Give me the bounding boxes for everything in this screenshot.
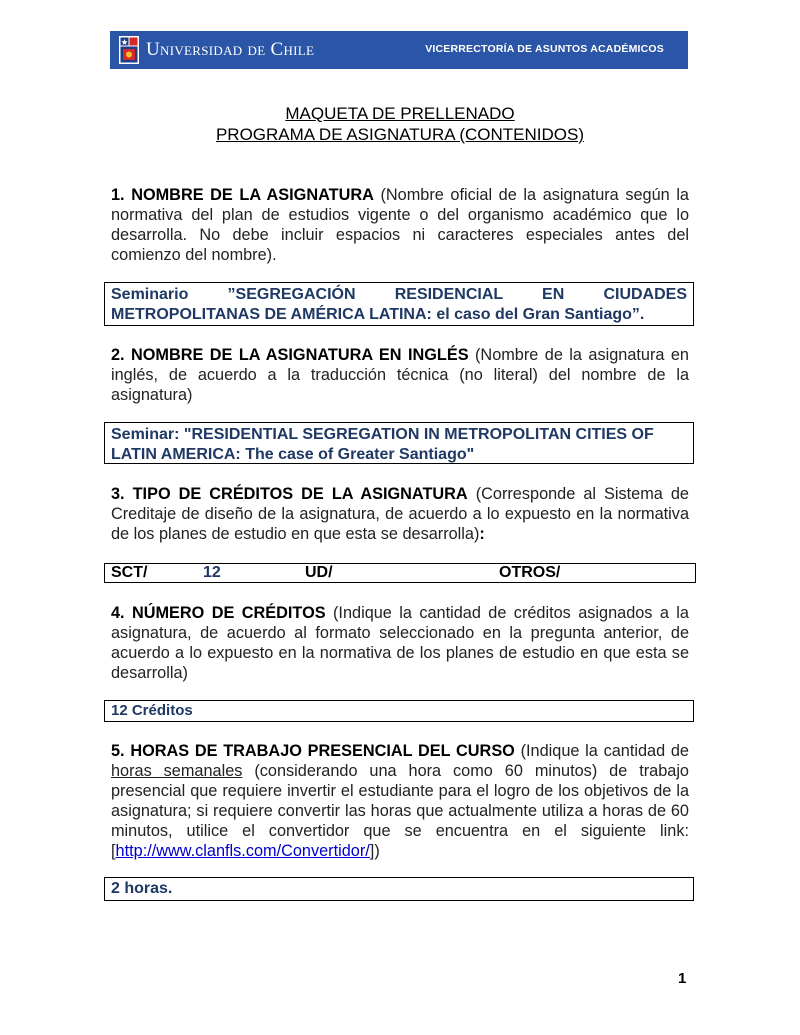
ud-label: UD/: [305, 564, 333, 581]
section-2-description: [111, 345, 689, 405]
sct-value: 12: [203, 564, 221, 581]
sct-label: SCT/: [111, 564, 148, 581]
converter-link[interactable]: http://www.clanfls.com/Convertidor/: [115, 842, 370, 860]
page-number: 1: [678, 970, 687, 987]
document-title-line2: PROGRAMA DE ASIGNATURA (CONTENIDOS): [215, 125, 585, 144]
credits-answer: 12 Créditos: [111, 702, 193, 719]
english-name-answer: Seminar: "RESIDENTIAL SEGREGATION IN METROPOLITAN CITIES OF LATIN AMERICA: The case of Greater Santiago": [111, 426, 654, 463]
section-3-colon: :: [479, 525, 485, 543]
section-2-heading: 2. NOMBRE DE LA ASIGNATURA EN INGLÉS: [111, 346, 469, 364]
university-logo-icon: [119, 36, 139, 64]
university-name: Universidad de Chile: [146, 39, 315, 60]
otros-label: OTROS/: [499, 564, 561, 581]
section-5-heading: 5. HORAS DE TRABAJO PRESENCIAL DEL CURSO: [111, 742, 515, 760]
course-name-answer-box: [104, 282, 694, 326]
credits-answer-box: [104, 700, 694, 722]
course-name-line2: METROPOLITANAS DE AMÉRICA LATINA: el caso del Gran Santiago”.: [111, 306, 645, 323]
weekly-hours-emphasis: horas semanales: [111, 762, 243, 780]
office-name: VICERRECTORÍA DE ASUNTOS ACADÉMICOS: [425, 43, 664, 55]
credit-type-row: [104, 563, 696, 583]
english-name-answer-box: [104, 422, 694, 464]
hours-answer-box: [104, 877, 694, 901]
header-banner: [110, 31, 688, 69]
section-4-description: [111, 603, 689, 683]
section-4-text: (Indique la cantidad de créditos asignados a la asignatura, de acuerdo al formato seleccionado en la pregunta anterior, de acuerdo a lo expuesto en la normativa de los planes de estudio en que esta se desarrolla): [111, 604, 689, 682]
section-2-text: (Nombre de la asignatura en inglés, de acuerdo a la traducción técnica (no literal) del nombre de la asignatura): [111, 346, 689, 404]
hours-answer: 2 horas.: [111, 880, 173, 897]
section-1-heading: 1. NOMBRE DE LA ASIGNATURA: [111, 186, 374, 204]
section-1-description: [111, 185, 689, 265]
section-4-heading: 4. NÚMERO DE CRÉDITOS: [111, 604, 326, 622]
document-title-line1: MAQUETA DE PRELLENADO: [285, 104, 515, 123]
course-name-line1: Seminario ”SEGREGACIÓN RESIDENCIAL EN CIUDADES: [111, 286, 687, 303]
section-5-text-b: (considerando una hora como 60 minutos) de trabajo presencial que requiere invertir el estudiante para el logro de los objetivos de la asignatura; si requiere convertir las horas que actualmente utiliza a horas de 60 minutos, utilice el convertidor que se encuentra en el siguiente link: [: [111, 762, 689, 860]
section-5-text-c: ]): [369, 842, 380, 860]
section-3-text: (Corresponde al Sistema de Creditaje de diseño de la asignatura, de acuerdo a lo expuesto en la normativa de los planes de estudio en que esta se desarrolla): [111, 485, 689, 543]
section-5-description: [111, 741, 689, 861]
section-1-text: (Nombre oficial de la asignatura según la normativa del plan de estudios vigente o del organismo académico que lo desarrolla. No debe incluir espacios ni caracteres especiales antes del comienzo del nombre).: [111, 186, 689, 264]
section-3-description: [111, 484, 689, 544]
section-3-heading: 3. TIPO DE CRÉDITOS DE LA ASIGNATURA: [111, 485, 468, 503]
section-5-text-a: (Indique la cantidad de: [520, 742, 689, 760]
